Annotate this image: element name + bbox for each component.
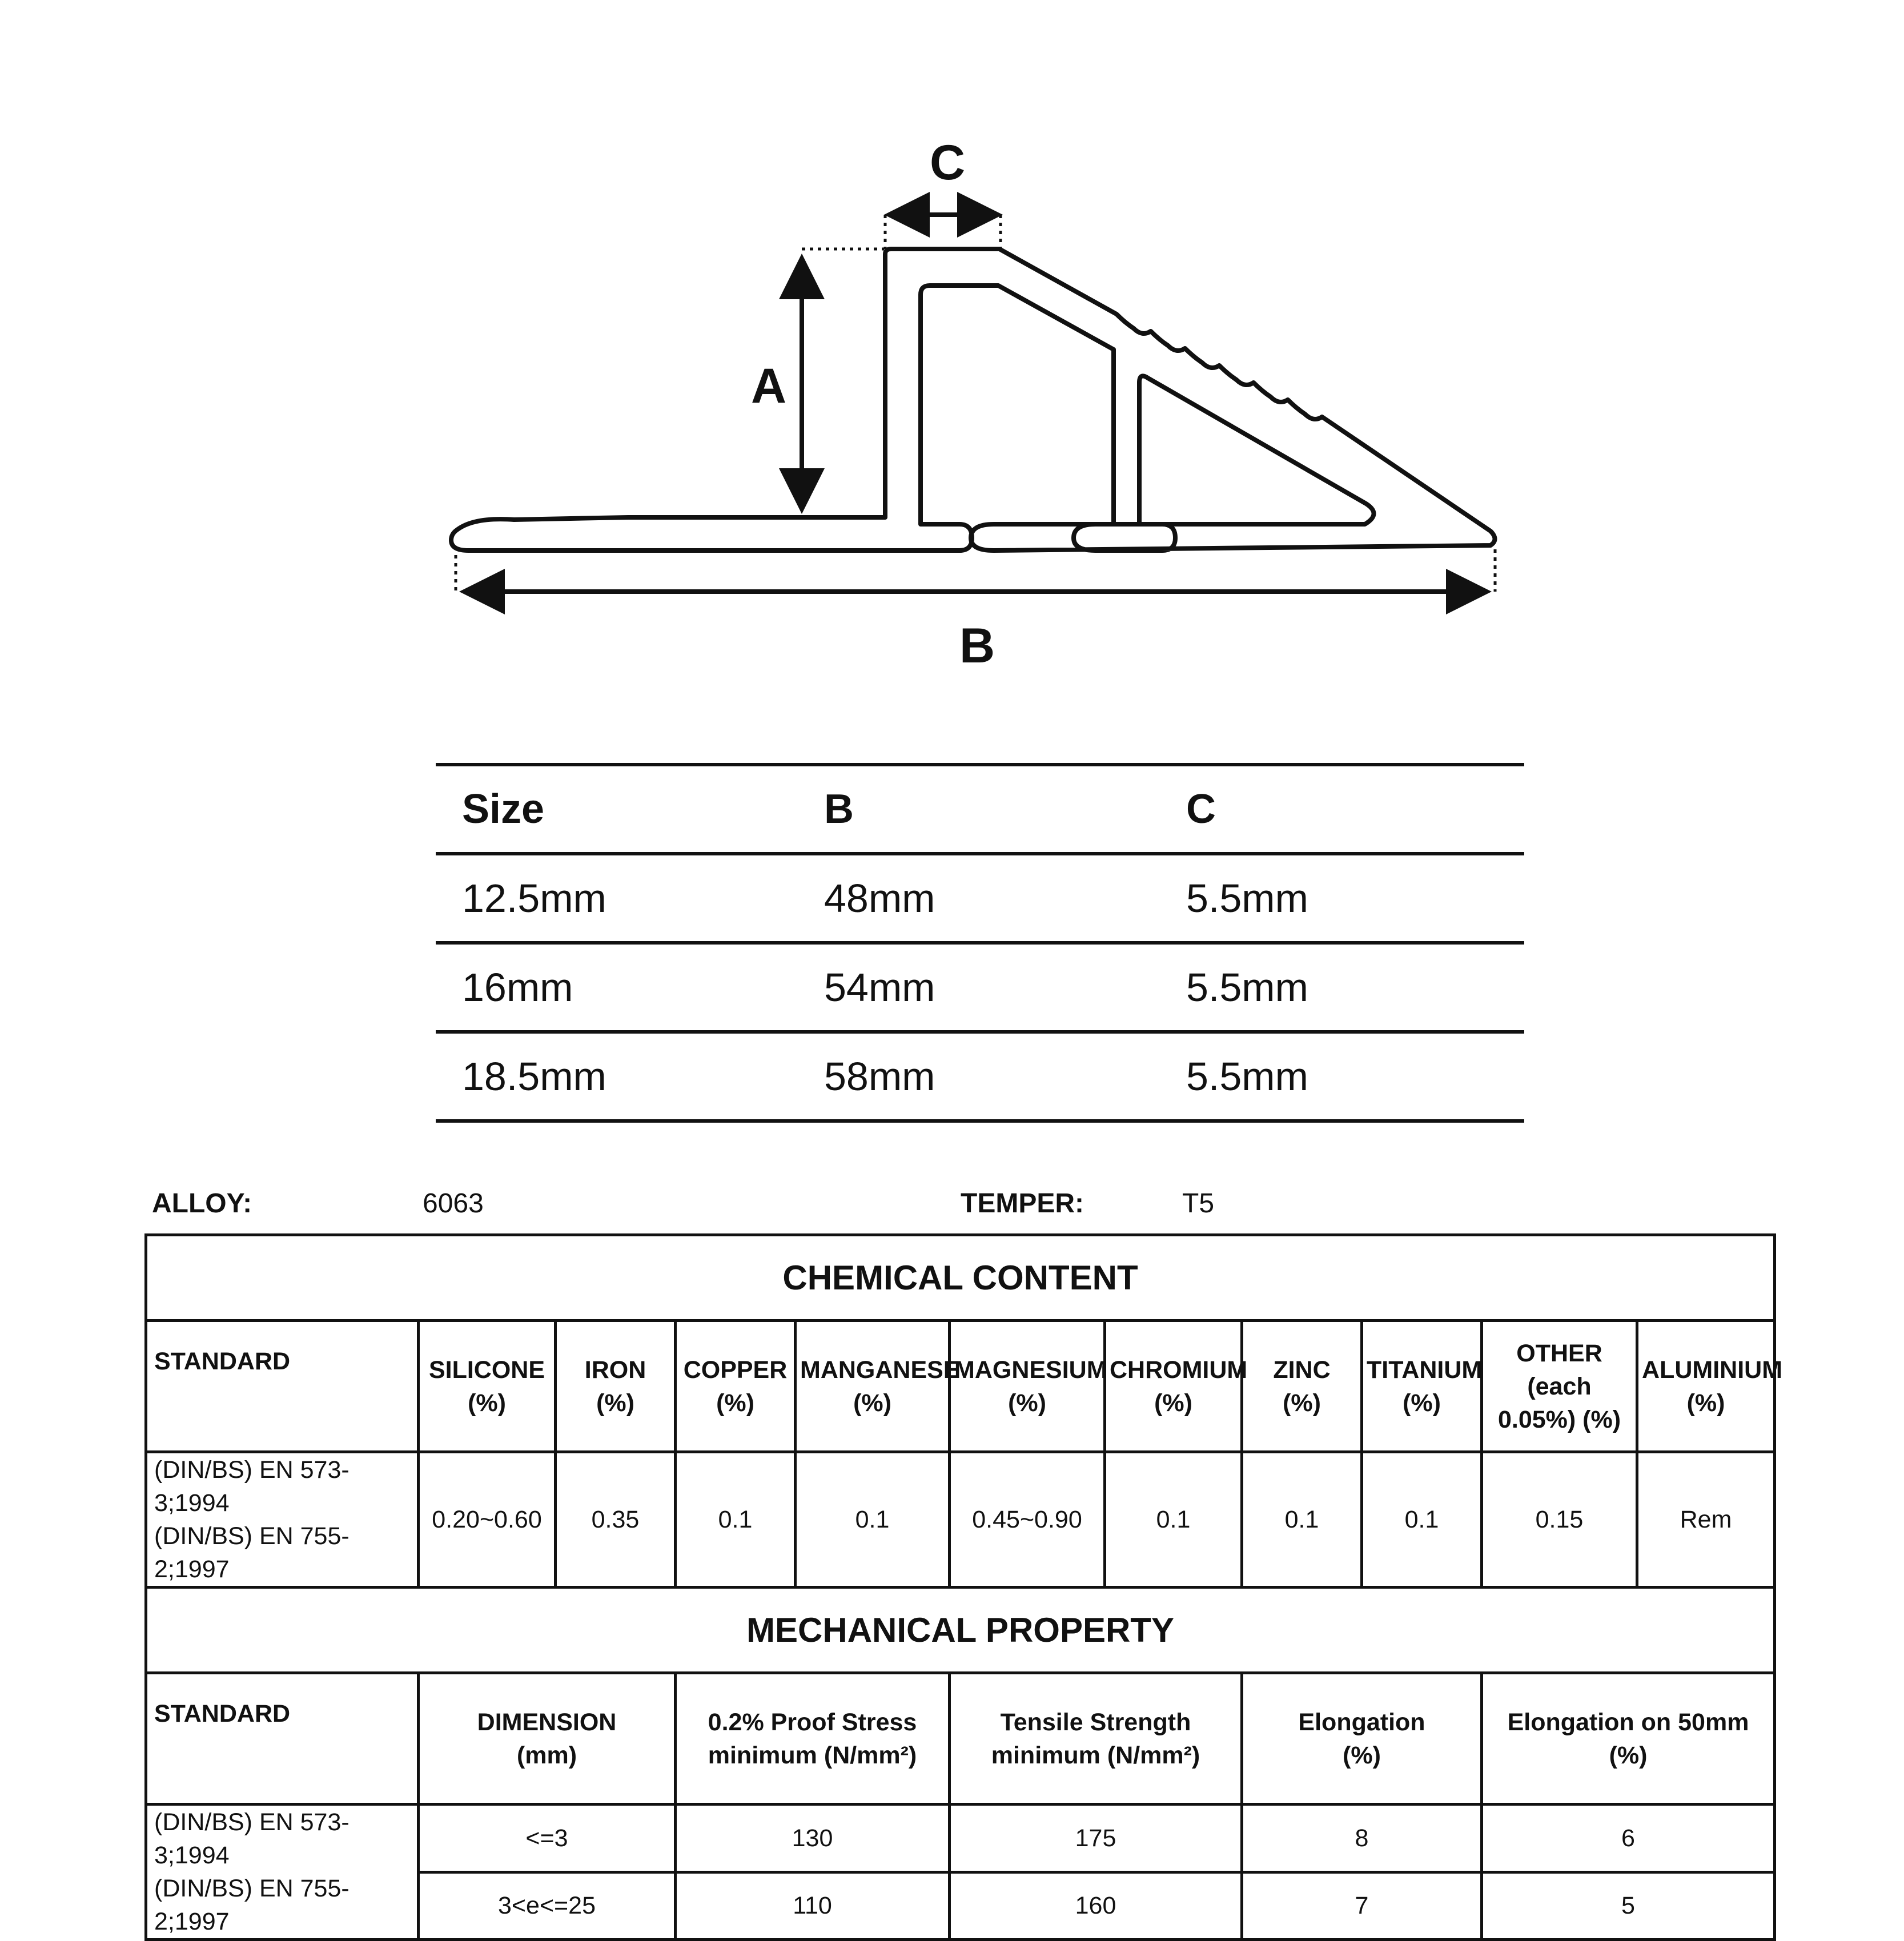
table-row	[436, 943, 1524, 1032]
size-table-header	[436, 765, 1524, 854]
zinc-header: ZINC (%)	[1242, 1321, 1362, 1452]
b-cell: 48mm	[798, 854, 1160, 943]
temper-label: TEMPER:	[961, 1188, 1084, 1219]
mechanical-standard-header: STANDARD	[146, 1673, 419, 1805]
tensile-strength-value: 175	[950, 1805, 1242, 1872]
mechanical-header-row	[146, 1673, 1775, 1805]
proof-stress-header: 0.2% Proof Stress minimum (N/mm²)	[676, 1673, 950, 1805]
dimension-value: 3<e<=25	[419, 1872, 676, 1940]
silicone-header: SILICONE (%)	[419, 1321, 556, 1452]
proof-stress-value: 130	[676, 1805, 950, 1872]
b-cell: 58mm	[798, 1032, 1160, 1121]
b-cell: 54mm	[798, 943, 1160, 1032]
c-cell: 5.5mm	[1160, 854, 1524, 943]
other-value: 0.15	[1482, 1452, 1637, 1588]
b-header: B	[798, 765, 1160, 854]
chemical-standard-cell: (DIN/BS) EN 573-3;1994 (DIN/BS) EN 755-2;1997	[146, 1452, 419, 1588]
elongation-value: 7	[1242, 1872, 1482, 1940]
mechanical-standard-cell: (DIN/BS) EN 573-3;1994 (DIN/BS) EN 755-2;1997	[146, 1805, 419, 1940]
dimension-a-label: A	[751, 359, 787, 413]
titanium-header: TITANIUM (%)	[1362, 1321, 1482, 1452]
mechanical-property-title: MECHANICAL PROPERTY	[146, 1588, 1775, 1673]
chemical-title-row	[146, 1235, 1775, 1321]
elongation-50mm-value: 5	[1482, 1872, 1775, 1940]
proof-stress-value: 110	[676, 1872, 950, 1940]
chemical-value-row	[146, 1452, 1775, 1588]
dimension-header: DIMENSION (mm)	[419, 1673, 676, 1805]
mechanical-value-row	[146, 1805, 1775, 1872]
size-cell: 18.5mm	[436, 1032, 798, 1121]
c-cell: 5.5mm	[1160, 1032, 1524, 1121]
elongation-50mm-value: 6	[1482, 1805, 1775, 1872]
silicone-value: 0.20~0.60	[419, 1452, 556, 1588]
temper-value: T5	[1182, 1188, 1215, 1219]
dimension-c-label: C	[930, 135, 966, 190]
size-header: Size	[436, 765, 798, 854]
chemical-standard-header: STANDARD	[146, 1321, 419, 1452]
iron-value: 0.35	[556, 1452, 676, 1588]
alloy-label: ALLOY:	[152, 1188, 252, 1219]
manganese-header: MANGANESE (%)	[796, 1321, 950, 1452]
table-row	[436, 854, 1524, 943]
spec-table	[144, 1233, 1783, 1941]
magnesium-value: 0.45~0.90	[950, 1452, 1105, 1588]
titanium-value: 0.1	[1362, 1452, 1482, 1588]
aluminium-value: Rem	[1637, 1452, 1775, 1588]
elongation-header: Elongation (%)	[1242, 1673, 1482, 1805]
tensile-strength-header: Tensile Strength minimum (N/mm²)	[950, 1673, 1242, 1805]
iron-header: IRON (%)	[556, 1321, 676, 1452]
dimension-value: <=3	[419, 1805, 676, 1872]
elongation-50mm-header: Elongation on 50mm (%)	[1482, 1673, 1775, 1805]
size-cell: 16mm	[436, 943, 798, 1032]
size-table	[436, 763, 1524, 1123]
dimension-c	[885, 215, 1001, 249]
dimension-b	[456, 549, 1495, 592]
copper-value: 0.1	[676, 1452, 796, 1588]
c-cell: 5.5mm	[1160, 943, 1524, 1032]
mechanical-title-row	[146, 1588, 1775, 1673]
aluminium-header: ALUMINIUM (%)	[1637, 1321, 1775, 1452]
dimension-b-label: B	[959, 618, 995, 673]
zinc-value: 0.1	[1242, 1452, 1362, 1588]
magnesium-header: MAGNESIUM (%)	[950, 1321, 1105, 1452]
alloy-value: 6063	[423, 1188, 484, 1219]
tensile-strength-value: 160	[950, 1872, 1242, 1940]
copper-header: COPPER (%)	[676, 1321, 796, 1452]
chemical-content-title: CHEMICAL CONTENT	[146, 1235, 1775, 1321]
chemical-header-row	[146, 1321, 1775, 1452]
table-row	[436, 1032, 1524, 1121]
chromium-header: CHROMIUM (%)	[1105, 1321, 1242, 1452]
other-header: OTHER (each 0.05%) (%)	[1482, 1321, 1637, 1452]
size-cell: 12.5mm	[436, 854, 798, 943]
c-header: C	[1160, 765, 1524, 854]
chromium-value: 0.1	[1105, 1452, 1242, 1588]
profile-outline	[451, 249, 1495, 550]
dimension-a	[802, 249, 884, 509]
elongation-value: 8	[1242, 1805, 1482, 1872]
manganese-value: 0.1	[796, 1452, 950, 1588]
